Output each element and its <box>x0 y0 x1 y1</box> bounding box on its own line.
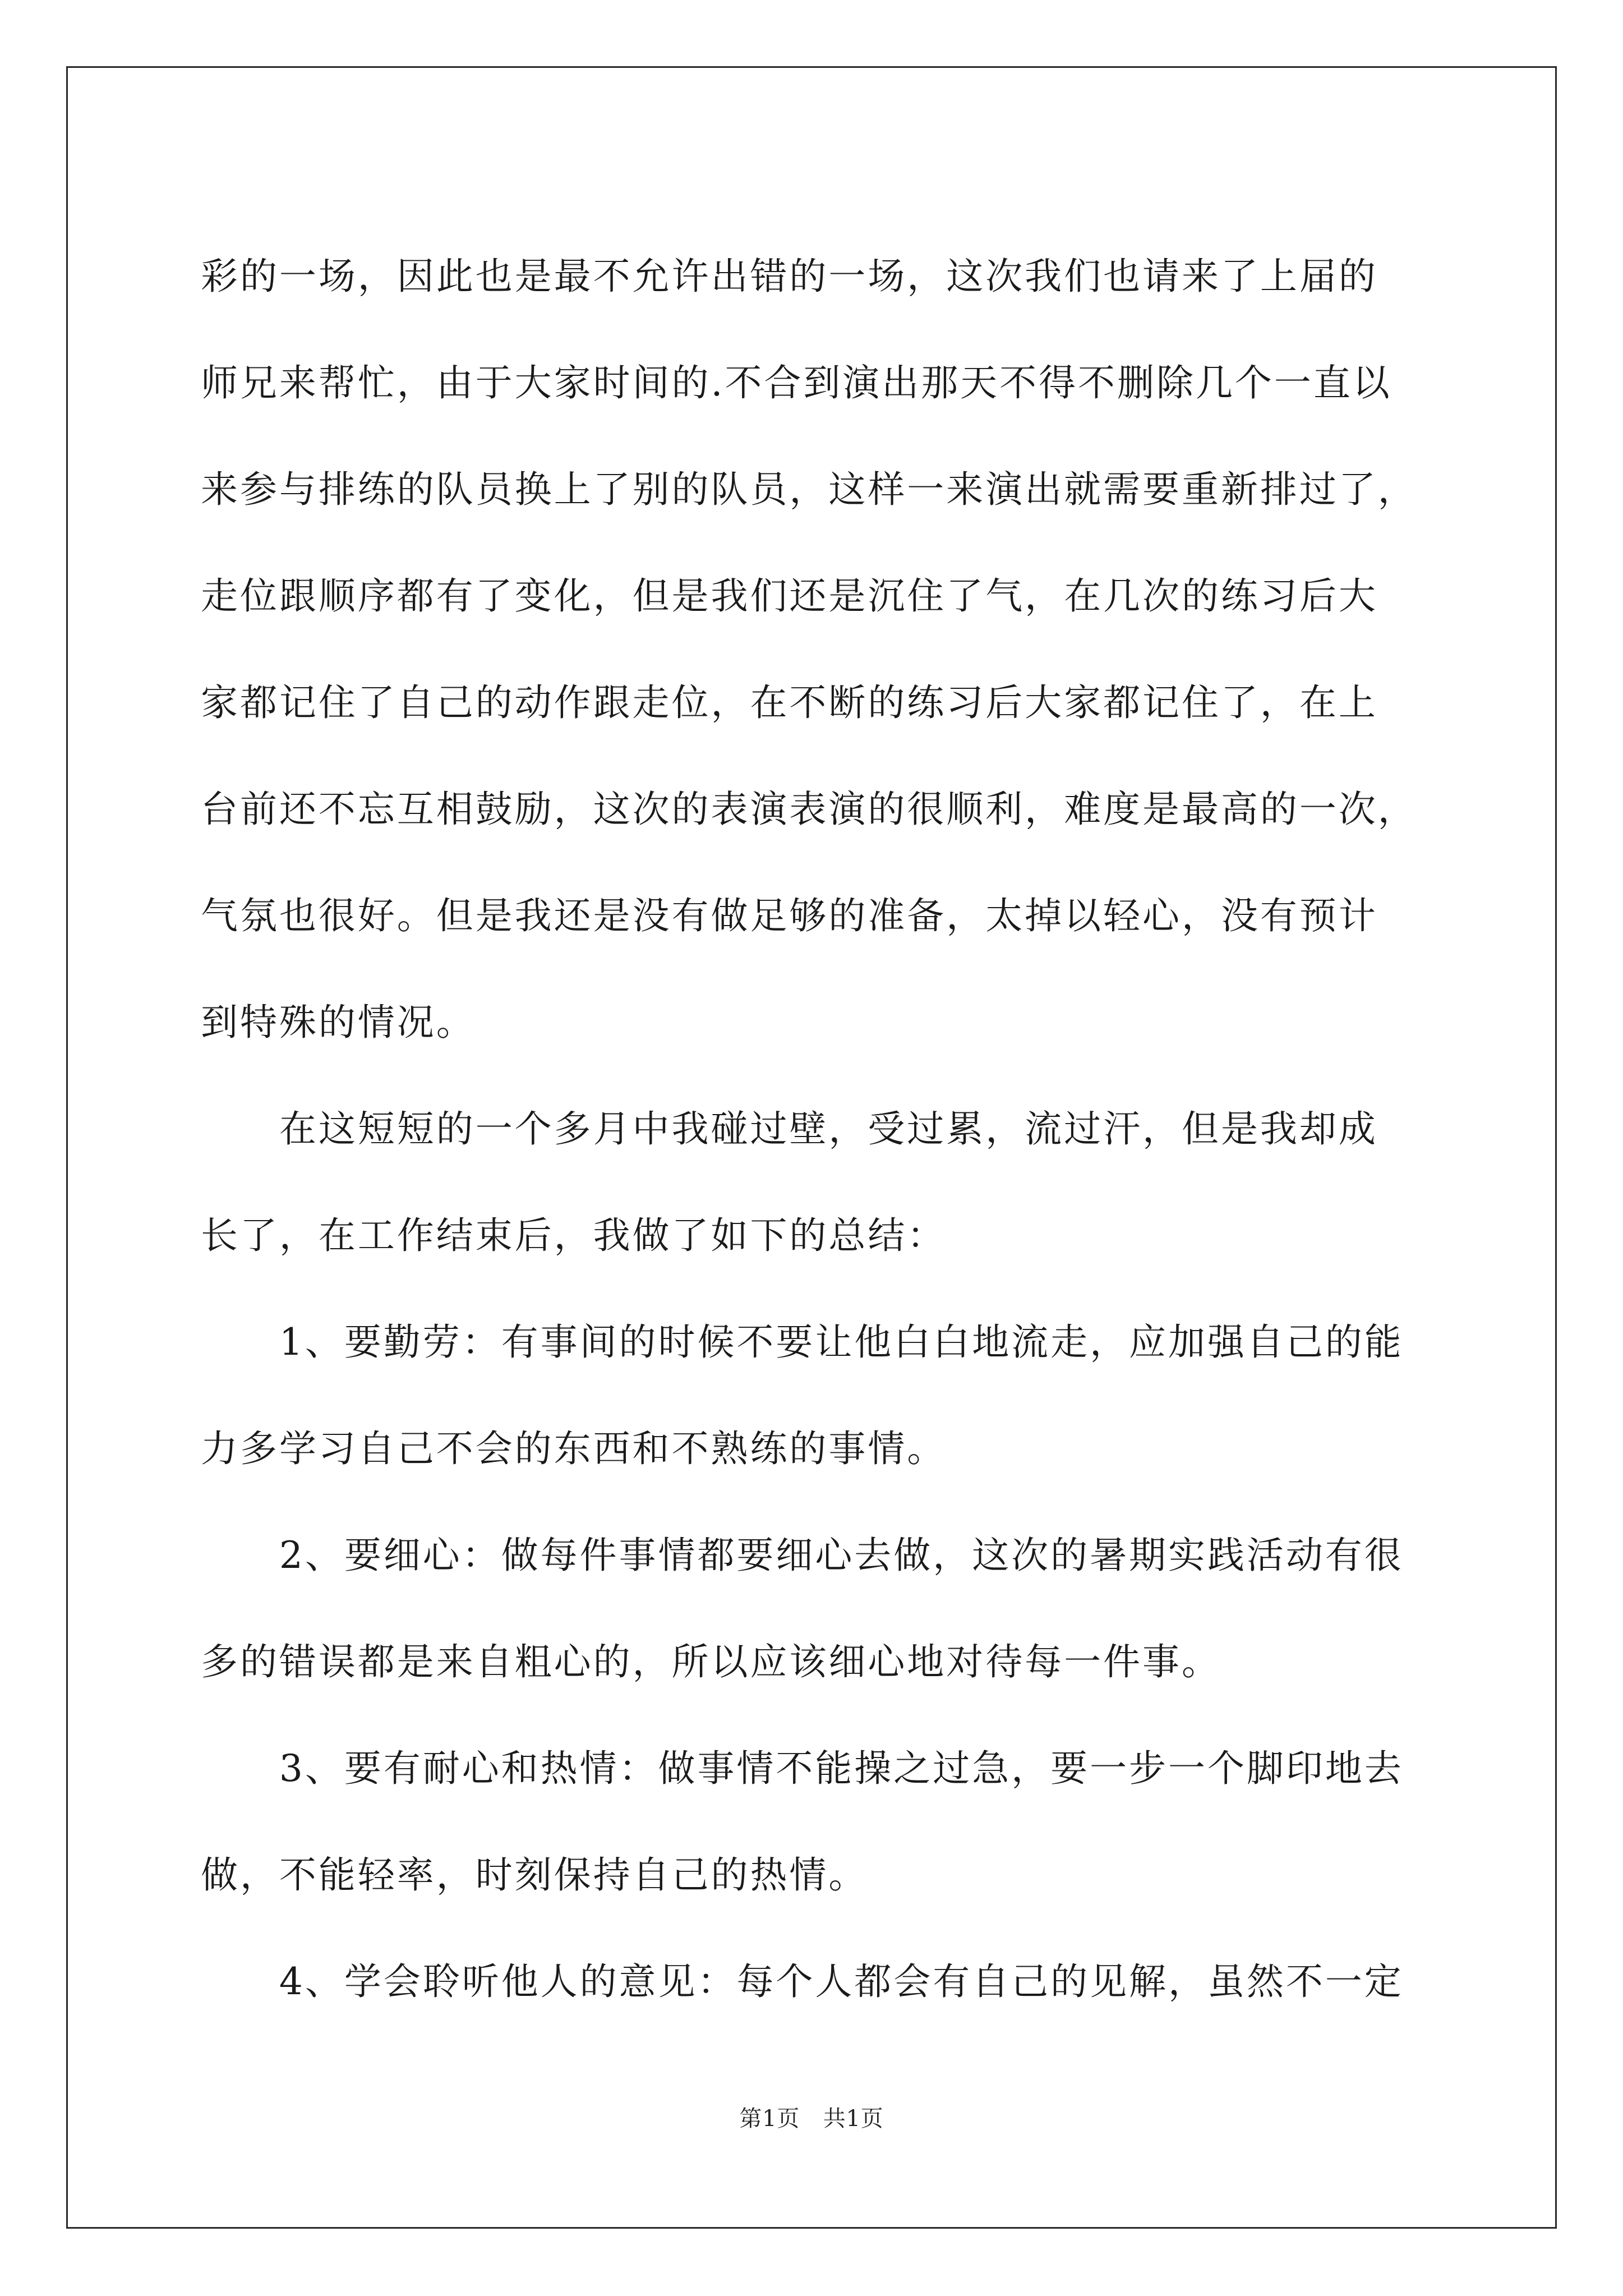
text-line: 2、要细心：做每件事情都要细心去做，这次的暑期实践活动有很 <box>201 1534 1404 1577</box>
text-line: 来参与排练的队员换上了别的队员，这样一来演出就需要重新排过了， <box>201 468 1417 511</box>
text-line: 3、要有耐心和热情：做事情不能操之过急，要一步一个脚印地去 <box>201 1747 1404 1790</box>
text-line: 走位跟顺序都有了变化，但是我们还是沉住了气，在几次的练习后大 <box>201 574 1378 618</box>
text-line: 台前还不忘互相鼓励，这次的表演表演的很顺利，难度是最高的一次， <box>201 788 1417 831</box>
text-line: 多的错误都是来自粗心的，所以应该细心地对待每一件事。 <box>201 1640 1221 1683</box>
text-line: 4、学会聆听他人的意见：每个人都会有自己的见解，虽然不一定 <box>201 1960 1404 2003</box>
text-line: 师兄来帮忙，由于大家时间的.不合到演出那天不得不删除几个一直以 <box>201 361 1392 404</box>
text-line: 做，不能轻率，时刻保持自己的热情。 <box>201 1853 868 1897</box>
page-footer <box>0 2101 1623 2133</box>
text-line: 家都记住了自己的动作跟走位，在不断的练习后大家都记住了，在上 <box>201 681 1378 724</box>
text-line: 到特殊的情况。 <box>201 1001 476 1044</box>
text-line: 力多学习自己不会的东西和不熟练的事情。 <box>201 1427 947 1470</box>
document-body <box>201 223 1423 2035</box>
page-number: 第1页 <box>739 2106 800 2132</box>
text-line: 长了，在工作结束后，我做了如下的总结： <box>201 1214 947 1257</box>
text-line: 在这短短的一个多月中我碰过壁，受过累，流过汗，但是我却成 <box>201 1107 1378 1151</box>
page-total: 共1页 <box>823 2106 884 2132</box>
text-line: 气氛也很好。但是我还是没有做足够的准备，太掉以轻心，没有预计 <box>201 894 1378 937</box>
text-line: 彩的一场，因此也是最不允许出错的一场，这次我们也请来了上届的 <box>201 255 1378 298</box>
text-line: 1、要勤劳：有事间的时候不要让他白白地流走，应加强自己的能 <box>201 1320 1404 1364</box>
